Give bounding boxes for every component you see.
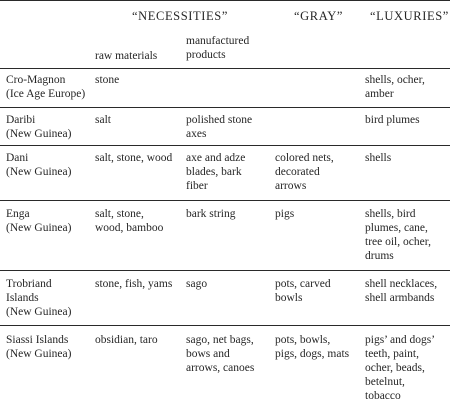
row-manufactured: sago (186, 278, 208, 290)
row-luxuries: pigs’ and dogs’ teeth, paint, ocher, beads, betelnut, tobacco (365, 334, 436, 402)
row-luxuries: bird plumes (365, 114, 420, 126)
table-top-rule (0, 0, 450, 1)
row-manufactured: polished stone axes (186, 114, 253, 140)
row-raw-materials: stone (95, 74, 120, 86)
row-manufactured: bark string (186, 208, 236, 220)
row-raw-materials: stone, fish, yams (95, 278, 173, 290)
row-society: Siassi Islands (New Guinea) (6, 334, 72, 360)
row-raw-materials: salt, stone, wood, bamboo (95, 208, 164, 234)
row-divider (0, 145, 450, 146)
header-gray: “GRAY” (294, 9, 343, 23)
row-society: Enga (New Guinea) (6, 208, 72, 234)
row-raw-materials: salt, stone, wood (95, 152, 173, 164)
row-gray: pots, carved bowls (275, 278, 331, 304)
header-necessities: “NECESSITIES” (132, 9, 228, 23)
row-manufactured: axe and adze blades, bark fiber (186, 152, 246, 192)
subheader-manufactured-products: manufactured products (186, 35, 250, 61)
row-luxuries: shells (365, 152, 392, 164)
row-gray: pots, bowls, pigs, dogs, mats (275, 334, 350, 360)
row-luxuries: shells, bird plumes, cane, tree oil, ocher, drums (365, 208, 431, 262)
row-luxuries: shells, ocher, amber (365, 74, 425, 100)
row-society: Trobriand Islands (New Guinea) (6, 278, 72, 318)
subheader-raw-materials: raw materials (95, 50, 158, 62)
header-bottom-rule (0, 68, 450, 69)
row-society: Dani (New Guinea) (6, 152, 72, 178)
row-manufactured: sago, net bags, bows and arrows, canoes (186, 334, 255, 374)
row-divider (0, 107, 450, 108)
row-divider (0, 325, 450, 326)
header-luxuries: “LUXURIES” (370, 9, 449, 23)
row-gray: colored nets, decorated arrows (275, 152, 334, 192)
row-divider (0, 200, 450, 201)
row-society: Cro-Magnon (Ice Age Europe) (6, 74, 86, 100)
row-luxuries: shell necklaces, shell armbands (365, 278, 438, 304)
row-raw-materials: obsidian, taro (95, 334, 158, 346)
row-divider (0, 270, 450, 271)
row-gray: pigs (275, 208, 295, 220)
row-society: Daribi (New Guinea) (6, 114, 72, 140)
row-raw-materials: salt (95, 114, 111, 126)
